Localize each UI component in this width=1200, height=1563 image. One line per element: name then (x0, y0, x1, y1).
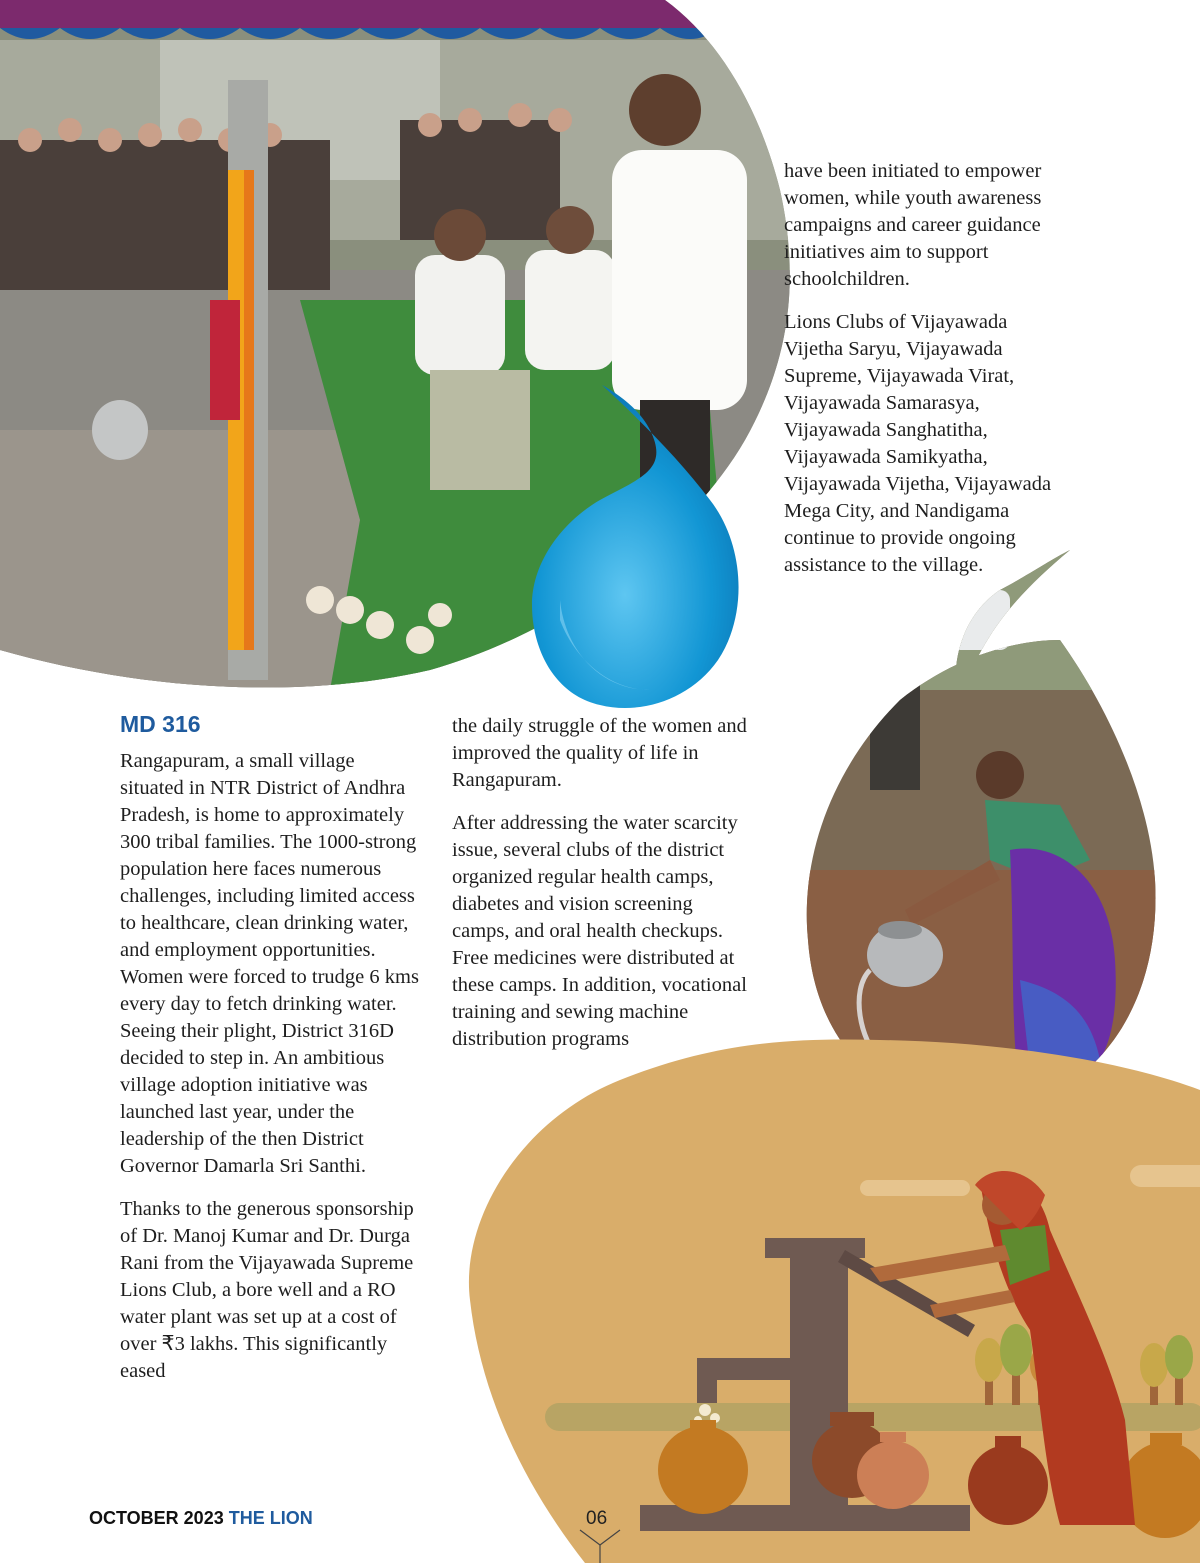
issue-date: OCTOBER 2023 (89, 1508, 224, 1528)
paragraph: the daily struggle of the women and improved the quality of life in Rangapuram. (452, 715, 747, 791)
article-column-3 (784, 158, 1060, 595)
paragraph: After addressing the water scarcity issue, several clubs of the district organized regular health camps, diabetes and vision screening camps, and oral health checkups. Free medicines were distributed at these camps. In addition, vocational training and sewing machine distribution programs (452, 812, 747, 1050)
paragraph: have been initiated to empower women, while youth awareness campaigns and career guidance initiatives aim to support schoolchildren. (784, 160, 1042, 290)
page-footer (89, 1508, 313, 1529)
woman-pouring-water-photo (800, 540, 1170, 1120)
hand-pump-illustration (460, 1030, 1200, 1563)
article-column-2 (452, 713, 752, 1069)
article-column-1 (120, 748, 420, 1401)
paragraph: Rangapuram, a small village situated in NTR District of Andhra Pradesh, is home to approximately 300 tribal families. The 1000-strong population here faces numerous challenges, including limited access to healthcare, clean drinking water, and employment opportunities. Women were forced to trudge 6 kms every day to fetch drinking water. Seeing their plight, District 316D decided to step in. An ambitious village adoption initiative was launched last year, under the leadership of the then District Governor Damarla Sri Santhi. (120, 750, 419, 1177)
page-number: 06 (586, 1508, 608, 1529)
article-heading: MD 316 (120, 711, 201, 737)
paragraph: Lions Clubs of Vijayawada Vijetha Saryu, Vijayawada Supreme, Vijayawada Virat, Vijayawada Samarasya, Vijayawada Sanghatitha, Vijayawada Samikyatha, Vijayawada Vijetha, Vijayawada Mega City, and Nandigama continue to provide ongoing assistance to the village. (784, 311, 1052, 576)
magazine-name: THE LION (228, 1508, 313, 1528)
paragraph: Thanks to the generous sponsorship of Dr. Manoj Kumar and Dr. Durga Rani from the Vijayawada Supreme Lions Club, a bore well and a RO water plant was set up at a cost of over ₹3 lakhs. This significantly eased (120, 1198, 414, 1382)
